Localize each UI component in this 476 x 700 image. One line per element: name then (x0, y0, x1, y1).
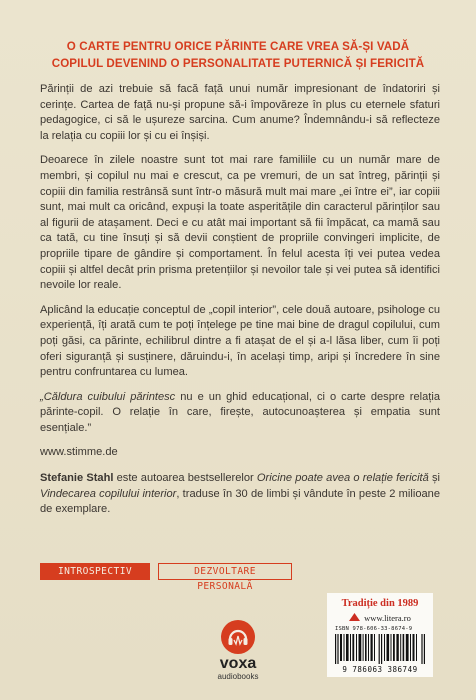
quote-book-title: „Căldura cuibului părintesc (40, 390, 176, 403)
paragraph-1: Părinții de azi trebuie să facă față unui număr impresionant de îndatoriri și cerințe. Cartea de față nu-și propune să-i împovăreze în plus cu eternele sfaturi pedagogice, ci să le ușureze sarcina. Cum anume? Îndemnându-i să reflecteze la relația cu copiii lor și cu ei înșiși. (40, 83, 440, 142)
tradition-text: Tradiție din 1989 (341, 598, 419, 609)
paragraph-2: Deoarece în zilele noastre sunt tot mai rare familiile cu un număr mare de membri, și copilul nu mai e crescut, ca pe vremuri, de un sat întreg, părinții și copiii din familia restrânsă sunt într-o măsură mult mai mare „ei între ei”, iar copiii sunt, mai mult ca oricând, expuși la toate asperitățile din caracterul părinților sau al figurii de atașament. Deci e cu atât mai important să fii împăcat, ca mamă sau ca tată, cu tine însuți și să devii conștient de propriile convingeri implicite, de propriile tipare de gândire și comportament. În felul acesta îți vei putea vedea copiii și altfel decât prin prisma pretențiilor și nevoilor tale și vei putea să identifici nevoile lor reale. (40, 154, 440, 292)
author-bio-text: este autoarea bestsellerelor (113, 472, 257, 485)
author-bio-text: , traduse în 30 de limbi și vândute în peste 2 milioane de exemplare. (40, 487, 440, 516)
barcode-icon (335, 634, 425, 664)
logo-subtitle: audiobooks (217, 672, 259, 681)
barcode-number: 9 786063 386749 (342, 665, 418, 674)
category-labels (40, 563, 292, 592)
author-book-1: Oricine poate avea o relație fericită (256, 472, 429, 485)
litera-logo-icon (349, 613, 360, 622)
quote-text: nu e un ghid educațional, ci o carte despre relația părinte-copil. O relație în care, firește, autocunoașterea și empatia sunt esențiale.” (40, 390, 440, 434)
publisher-box (327, 593, 433, 677)
publisher-site (327, 612, 433, 623)
collection-label: INTROSPECTIV (40, 563, 150, 580)
paragraph-3: Aplicând la educație conceptul de „copil interior”, cele două autoare, psihologe cu experiență, îți arată cum te poți înțelege pe tine mai bine de dragul copilului, cum poți găsi, ca părinte, echilibrul dintre a fi atașat de el și a-l lăsa liber, cum îi poți oferi siguranță și susținere, dăruindu-i, în același timp, aripi și încredere în sine pentru confruntarea cu lumea. (40, 303, 440, 379)
author-bio (40, 471, 440, 518)
category-label: DEZVOLTARE PERSONALĂ (158, 563, 292, 580)
author-book-2: Vindecarea copilului interior (40, 487, 177, 500)
tagline-line-1: O CARTE PENTRU ORICE PĂRINTE CARE VREA SĂ-ȘI VADĂ (66, 40, 410, 53)
tagline-line-2: COPILUL DEVENIND O PERSONALITATE PUTERNICĂ ȘI FERICITĂ (51, 57, 425, 70)
quote-paragraph (40, 390, 440, 437)
logo-name: voxa (219, 655, 257, 672)
quote-source-url: www.stimme.de (40, 446, 118, 459)
headphones-icon (221, 620, 255, 654)
publisher-url: www.litera.ro (364, 612, 411, 623)
isbn-text: ISBN 978-606-33-8674-9 (335, 626, 413, 632)
author-bio-text: și (428, 472, 440, 485)
description (40, 82, 440, 527)
author-name: Stefanie Stahl (40, 472, 114, 485)
tagline (28, 38, 448, 72)
voxa-logo (200, 620, 276, 682)
